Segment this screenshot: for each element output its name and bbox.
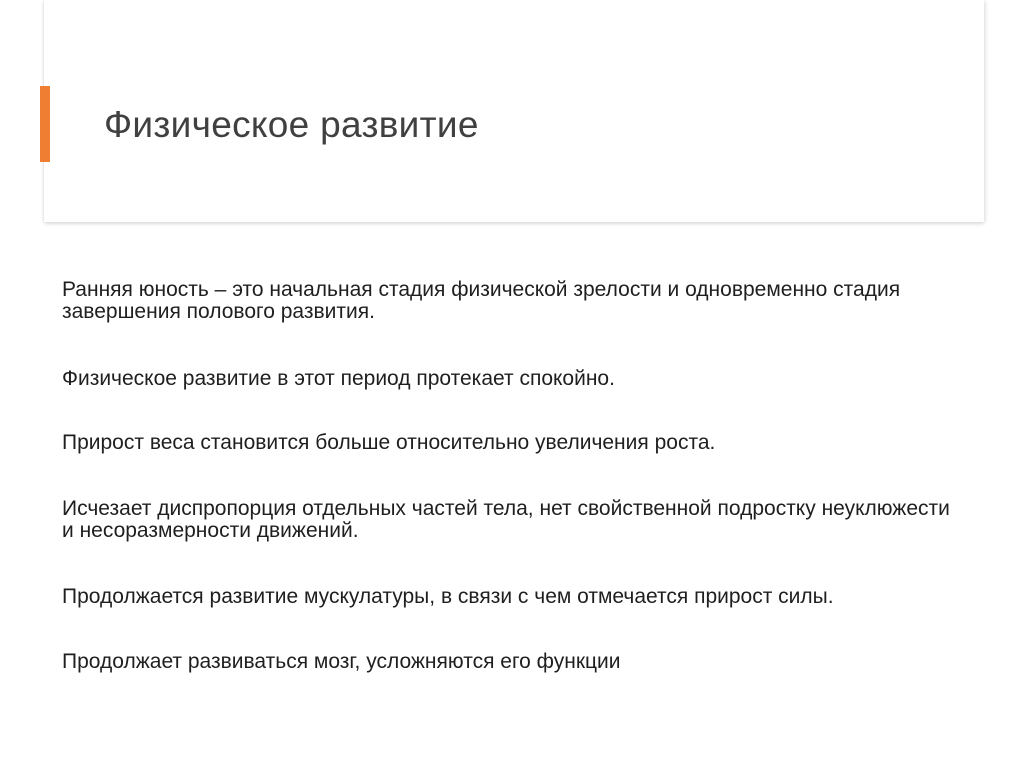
title-accent-bar (40, 86, 50, 162)
body-paragraph: Продолжается развитие мускулатуры, в связи с чем отмечается прирост силы. (62, 585, 834, 608)
body-paragraph: Прирост веса становится больше относительно увеличения роста. (62, 431, 716, 454)
body-paragraph: Продолжает развиваться мозг, усложняются его функции (62, 650, 621, 673)
body-paragraph: Ранняя юность – это начальная стадия физической зрелости и одновременно стадия завершения полового развития. (62, 278, 901, 323)
body-paragraph: Исчезает диспропорция отдельных частей тела, нет свойственной подростку неуклюжести и несоразмерности движений. (62, 497, 950, 542)
slide-title: Физическое развитие (104, 104, 479, 145)
body-paragraph: Физическое развитие в этот период протекает спокойно. (62, 367, 615, 390)
